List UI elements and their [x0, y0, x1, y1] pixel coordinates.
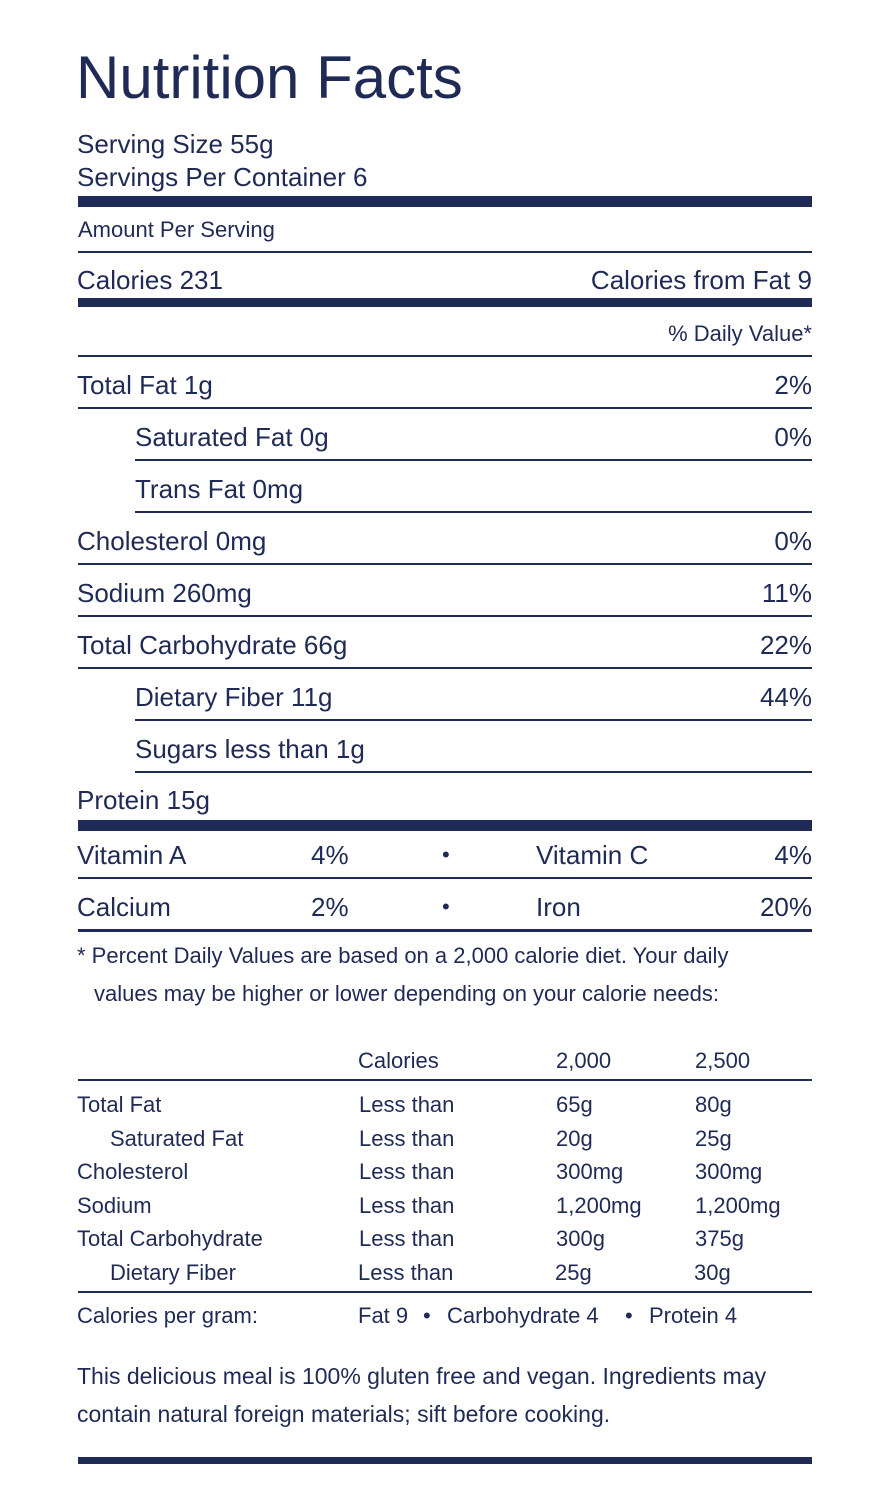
- ref-header-calories: Calories: [358, 1048, 439, 1073]
- nutrient-name: Sodium 260mg: [77, 578, 252, 608]
- divider: [135, 771, 812, 773]
- ref-row-name: Dietary Fiber: [110, 1260, 236, 1285]
- bullet-separator: •: [423, 1303, 431, 1328]
- bullet-separator: •: [625, 1303, 633, 1328]
- ref-row-2000: 25g: [555, 1260, 592, 1285]
- page-title: Nutrition Facts: [76, 44, 463, 111]
- nutrient-name: Total Carbohydrate 66g: [77, 630, 348, 660]
- vitamin-name: Calcium: [77, 892, 171, 922]
- ref-row-2500: 1,200mg: [695, 1193, 781, 1218]
- footnote-line: values may be higher or lower depending on your calorie needs:: [94, 981, 719, 1006]
- nutrient-name: Cholesterol 0mg: [77, 526, 267, 556]
- ref-row-limit: Less than: [358, 1260, 454, 1285]
- divider-medium: [78, 298, 812, 307]
- nutrient-dv: 11%: [761, 578, 812, 608]
- divider: [78, 1291, 812, 1293]
- divider: [78, 355, 812, 357]
- ref-row-2000: 20g: [556, 1126, 593, 1151]
- divider: [78, 251, 812, 253]
- calories-per-gram-label: Calories per gram:: [77, 1303, 258, 1328]
- ref-row-2000: 300mg: [556, 1159, 624, 1184]
- vitamin-name: Vitamin C: [536, 840, 649, 870]
- vitamin-value: 4%: [774, 840, 812, 870]
- vitamin-name: Iron: [536, 892, 581, 922]
- ref-row-limit: Less than: [359, 1126, 455, 1151]
- divider: [78, 407, 812, 409]
- ref-row-2000: 300g: [556, 1226, 605, 1251]
- note-line: contain natural foreign materials; sift before cooking.: [77, 1401, 611, 1427]
- divider-bottom: [78, 1457, 812, 1464]
- divider: [78, 929, 812, 932]
- divider-thick: [78, 820, 812, 831]
- ref-header-2000: 2,000: [556, 1048, 612, 1073]
- calories-from-fat: Calories from Fat 9: [590, 265, 812, 295]
- nutrient-dv: 22%: [759, 630, 812, 660]
- ref-row-name: Saturated Fat: [110, 1126, 244, 1151]
- ref-row-limit: Less than: [359, 1226, 455, 1251]
- serving-size: Serving Size 55g: [77, 129, 274, 159]
- ref-row-name: Total Carbohydrate: [77, 1226, 263, 1251]
- ref-row-2500: 25g: [695, 1126, 732, 1151]
- ref-row-name: Cholesterol: [77, 1159, 189, 1184]
- bullet-separator: •: [442, 842, 450, 867]
- calories-per-gram-fat: Fat 9: [358, 1303, 409, 1328]
- ref-row-2500: 375g: [695, 1226, 744, 1251]
- divider: [78, 615, 812, 617]
- servings-per-container: Servings Per Container 6: [77, 162, 368, 192]
- vitamin-value: 2%: [311, 892, 349, 922]
- vitamin-value: 4%: [311, 840, 349, 870]
- amount-per-serving: Amount Per Serving: [78, 217, 275, 242]
- note-line: This delicious meal is 100% gluten free and vegan. Ingredients may: [77, 1363, 767, 1389]
- nutrient-dv: 0%: [774, 526, 812, 556]
- divider: [135, 719, 812, 721]
- ref-row-name: Sodium: [77, 1193, 152, 1218]
- divider: [78, 877, 812, 879]
- nutrient-dv: 44%: [759, 682, 812, 712]
- nutrient-dv: 2%: [774, 370, 812, 400]
- footnote-line: * Percent Daily Values are based on a 2,000 calorie diet. Your daily: [77, 943, 729, 968]
- nutrient-name: Saturated Fat 0g: [135, 422, 329, 452]
- calories: Calories 231: [77, 265, 223, 295]
- divider: [135, 459, 812, 461]
- nutrient-name: Trans Fat 0mg: [135, 474, 304, 504]
- divider-thick: [78, 196, 812, 207]
- daily-value-header: % Daily Value*: [668, 321, 812, 346]
- ref-row-2000: 65g: [556, 1092, 593, 1117]
- nutrient-name: Sugars less than 1g: [135, 734, 365, 764]
- ref-row-2500: 30g: [694, 1260, 731, 1285]
- ref-header-2500: 2,500: [695, 1048, 751, 1073]
- nutrient-name: Dietary Fiber 11g: [135, 682, 333, 712]
- ref-row-limit: Less than: [359, 1159, 455, 1184]
- vitamin-value: 20%: [759, 892, 812, 922]
- nutrient-name: Protein 15g: [77, 785, 210, 815]
- nutrient-name: Total Fat 1g: [77, 370, 213, 400]
- ref-row-2500: 300mg: [695, 1159, 763, 1184]
- divider: [78, 563, 812, 565]
- ref-row-2500: 80g: [695, 1092, 732, 1117]
- calories-per-gram-carb: Carbohydrate 4: [447, 1303, 599, 1328]
- divider: [135, 511, 812, 513]
- divider: [78, 1079, 812, 1081]
- calories-per-gram-protein: Protein 4: [649, 1303, 738, 1328]
- nutrient-dv: 0%: [774, 422, 812, 452]
- ref-row-limit: Less than: [359, 1193, 455, 1218]
- divider: [78, 667, 812, 669]
- vitamin-name: Vitamin A: [77, 840, 187, 870]
- ref-row-name: Total Fat: [77, 1092, 162, 1117]
- ref-row-2000: 1,200mg: [556, 1193, 642, 1218]
- ref-row-limit: Less than: [359, 1092, 455, 1117]
- bullet-separator: •: [442, 894, 450, 919]
